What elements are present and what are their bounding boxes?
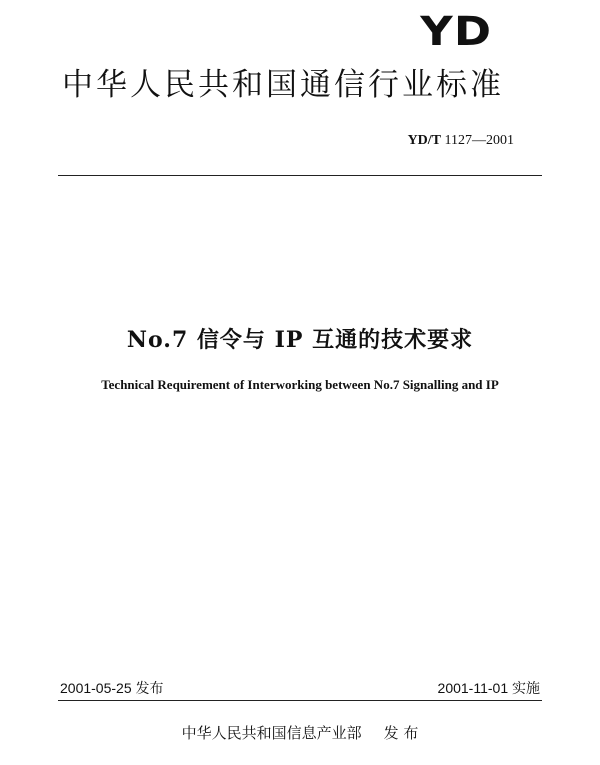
- standard-category-title: 中华人民共和国通信行业标准: [62, 67, 504, 103]
- issue-date: 2001-05-25 发布: [60, 680, 164, 696]
- publisher-line: [0, 722, 600, 743]
- document-english-title: Technical Requirement of Interworking between No.7 Signalling and IP: [101, 377, 499, 392]
- publisher-name: 中华人民共和国信息产业部: [181, 724, 362, 742]
- standard-code: [408, 133, 514, 149]
- standard-code-number: 1127—2001: [444, 133, 514, 148]
- publish-label: 发 布: [383, 724, 419, 742]
- yd-logo: YD: [420, 9, 492, 55]
- standard-code-prefix: YD/T: [407, 133, 442, 148]
- document-title: No.7 信令与 IP 互通的技术要求: [126, 327, 474, 353]
- top-divider: [58, 175, 542, 176]
- implementation-date: 2001-11-01 实施: [437, 680, 540, 696]
- bottom-divider: [58, 700, 542, 701]
